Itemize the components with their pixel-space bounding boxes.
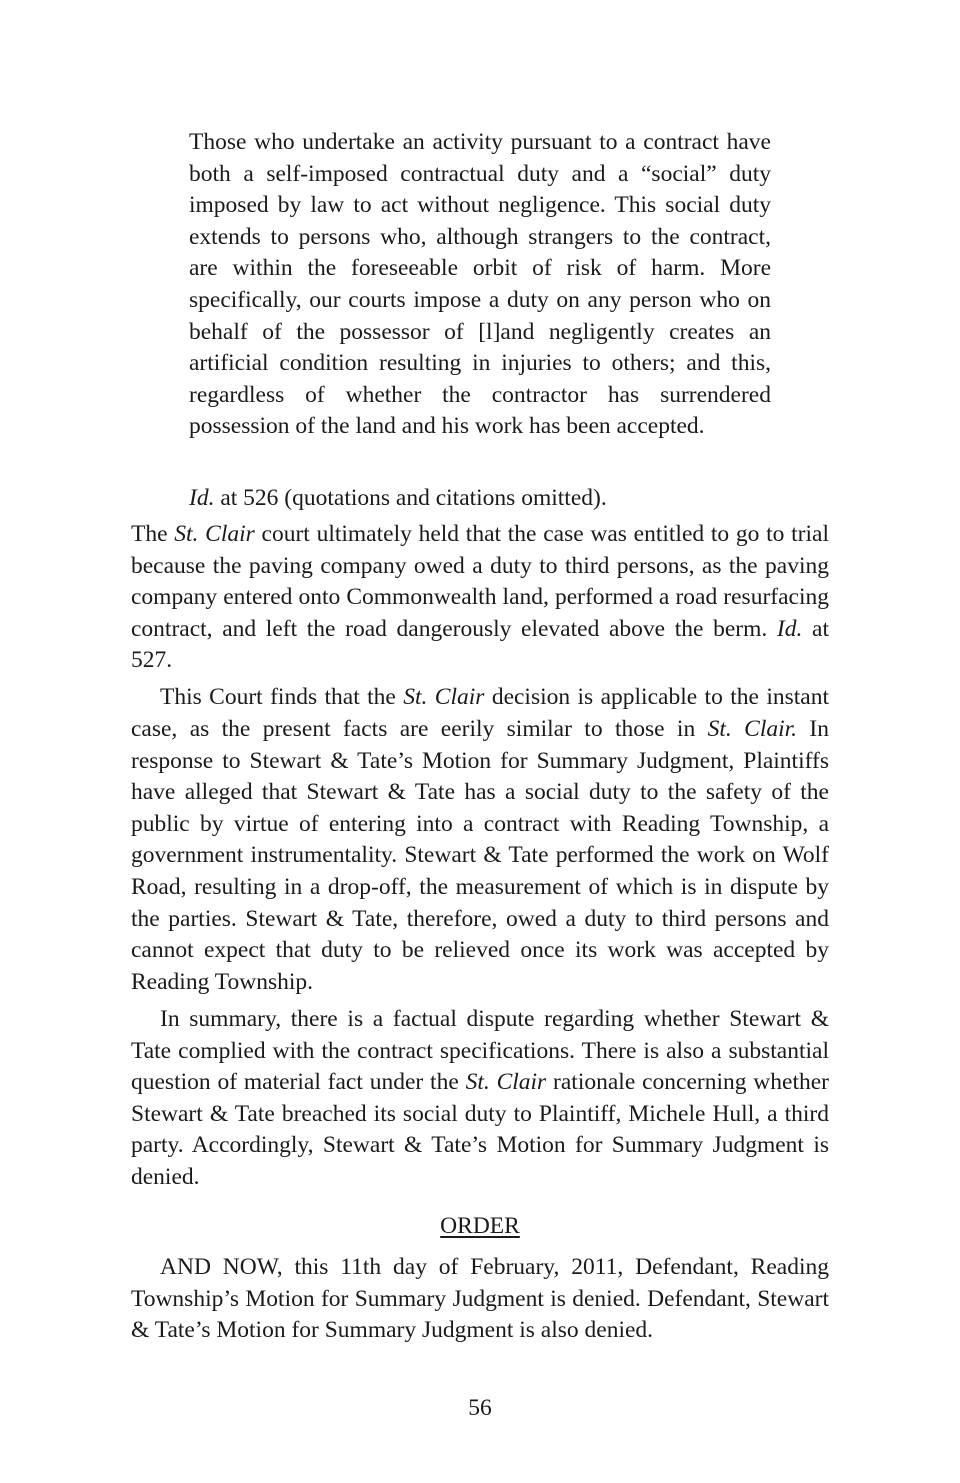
block-quote-text: Those who undertake an activity pursuant to a contract have both a self-imposed contractual duty and a “social” duty imposed by law to act without negligence. This social duty extends to persons who, although strangers to the contract, are within the foreseeable orbit of risk of harm. More specifically, our courts impose a duty on any person who on behalf of the possessor of [l]and negligently creates an artificial condition resulting in injuries to others; and this, regardless of whether the contractor has surrendered possession of the land and his work has been accepted. [189,129,771,440]
quote-citation [189,483,607,515]
order-heading [0,1211,960,1243]
paragraph-2-text: decision is applicable to the instant case, as the present facts are eerily similar to those in [131,684,829,743]
citation-id: Id. [189,485,215,511]
case-name: St. Clair [403,684,485,711]
paragraph-1-text: at 527. [131,615,829,674]
paragraph-1 [131,519,829,677]
citation-rest: at 526 (quotations and citations omitted). [214,485,607,511]
case-name: St. Clair. [707,716,798,743]
paragraph-1-text: The [131,521,175,547]
case-name: St. Clair [174,521,255,547]
paragraph-2-text: This Court finds that the [160,684,404,711]
order-heading-text: ORDER [440,1213,520,1239]
page-number: 56 [468,1395,492,1421]
block-quote [189,127,771,443]
paragraph-2-text: In response to Stewart & Tate’s Motion for Summary Judgment, Plaintiffs have alleged that Stewart & Tate has a social duty to the safety of the public by virtue of entering into a contract with Reading Township, a government instrumentality. Stewart & Tate performed the work on Wolf Road, resulting in a drop-off, the measurement of which is in dispute by the parties. Stewart & Tate, therefore, owed a duty to third persons and cannot expect that duty to be relieved once its work was accepted by Reading Township. [131,716,830,995]
paragraph-1-text: court ultimately held that the case was entitled to go to trial because the paving company owed a duty to third persons, as the paving company entered onto Commonwealth land, performed a road resurfacing contract, and left the road dangerously elevated above the berm. [131,521,829,642]
paragraph-3-text: rationale concerning whether Stewart & Tate breached its social duty to Plaintiff, Michele Hull, a third party. Accordingly, Stewart & Tate’s Motion for Summary Judgment is denied. [131,1069,829,1190]
body-text [131,519,829,1193]
order-text: AND NOW, this 11th day of February, 2011, Defendant, Reading Township’s Motion for Summary Judgment is denied. Defendant, Stewart & Tate’s Motion for Summary Judgment is also denied. [131,1254,829,1344]
paragraph-3 [131,1004,829,1194]
citation-id: Id. [776,615,803,642]
paragraph-3-text: In summary, there is a factual dispute regarding whether Stewart & Tate complied with the contract specifications. There is also a substantial question of material fact under the [131,1005,829,1096]
case-name: St. Clair [465,1069,547,1096]
paragraph-2 [131,682,829,998]
